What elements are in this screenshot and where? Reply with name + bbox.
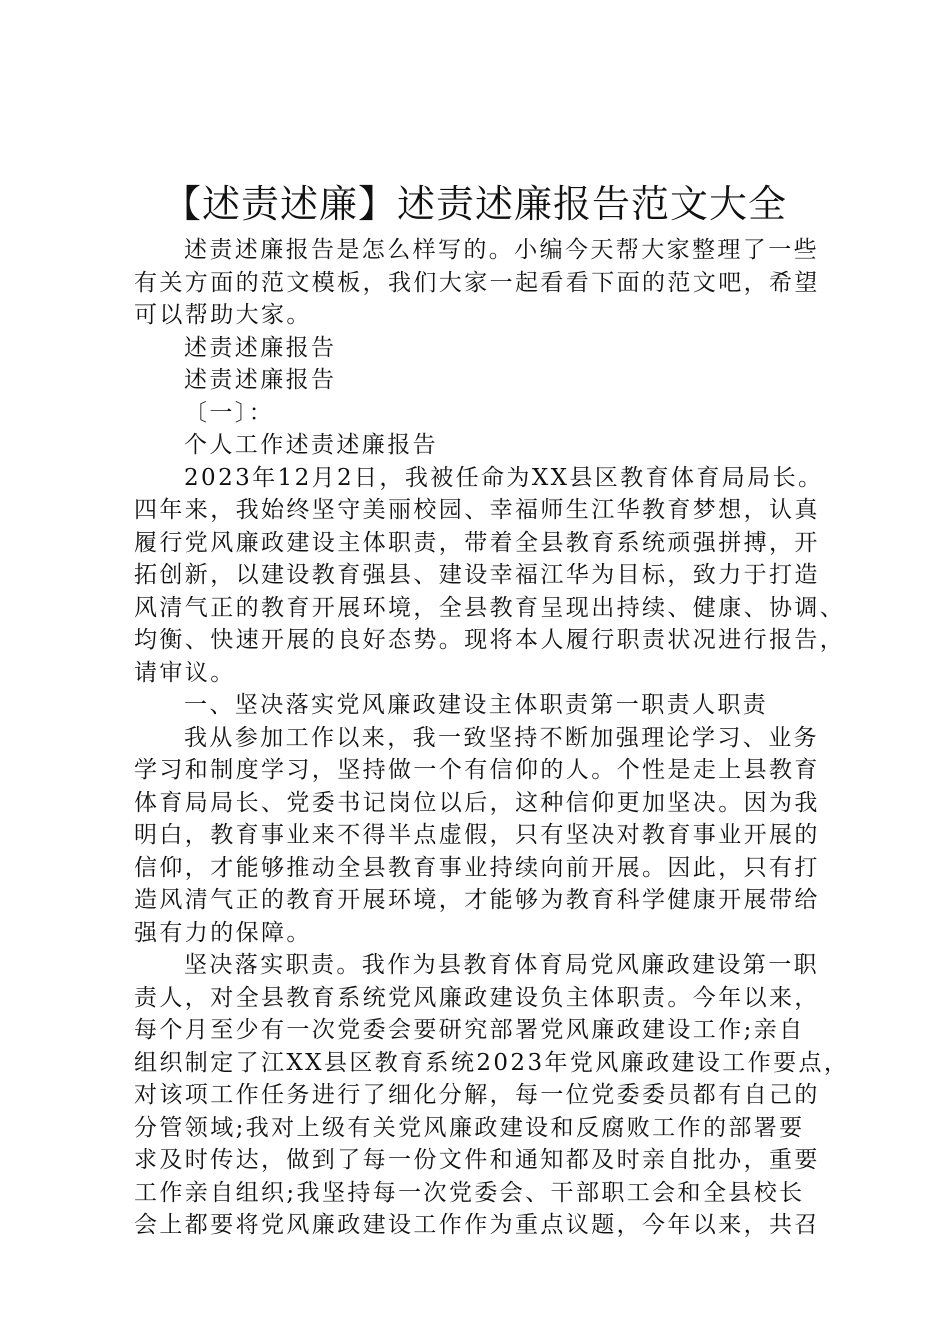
- paragraph-line: 会上都要将党风廉政建设工作作为重点议题，今年以来，共召: [134, 1212, 820, 1238]
- paragraph-line: 述责述廉报告: [184, 334, 337, 361]
- document-title: 【述责述廉】述责述廉报告范文大全: [162, 182, 787, 226]
- paragraph-line: 体育局局长、党委书记岗位以后，这种信仰更加坚决。因为我: [134, 789, 820, 816]
- paragraph-line: 责人，对全县教育系统党风廉政建设负主体职责。今年以来，: [134, 984, 820, 1011]
- paragraph-line: 述责述廉报告: [184, 367, 337, 393]
- paragraph-line: 我从参加工作以来，我一致坚持不断加强理论学习、业务: [184, 724, 819, 751]
- paragraph-line: 述责述廉报告是怎么样写的。小编今天帮大家整理了一些: [184, 237, 819, 263]
- paragraph-line: 坚决落实职责。我作为县教育体育局党风廉政建设第一职: [184, 952, 819, 978]
- paragraph-line: 请审议。: [134, 659, 236, 686]
- paragraph-line: 造风清气正的教育开展环境，才能够为教育科学健康开展带给: [134, 887, 820, 913]
- paragraph-line: 一、坚决落实党风廉政建设主体职责第一职责人职责: [184, 692, 769, 718]
- paragraph-line: 学习和制度学习，坚持做一个有信仰的人。个性是走上县教育: [134, 757, 820, 783]
- paragraph-line: 2023年12月2日，我被任命为XX县区教育体育局局长。: [184, 464, 824, 491]
- paragraph-line: 求及时传达，做到了每一份文件和通知都及时亲自批办，重要: [134, 1147, 820, 1173]
- paragraph-line: 信仰，才能够推动全县教育事业持续向前开展。因此，只有打: [134, 854, 820, 881]
- paragraph-line: 每个月至少有一次党委会要研究部署党风廉政建设工作;亲自: [134, 1017, 805, 1043]
- paragraph-line: 风清气正的教育开展环境，全县教育呈现出持续、健康、协调、: [134, 594, 846, 621]
- paragraph-line: 可以帮助大家。: [134, 302, 312, 328]
- paragraph-line: 工作亲自组织;我坚持每一次党委会、干部职工会和全县校长: [134, 1179, 805, 1206]
- paragraph-line: 组织制定了江XX县区教育系统2023年党风廉政建设工作要点，: [134, 1049, 850, 1076]
- paragraph-line: 有关方面的范文模板，我们大家一起看看下面的范文吧，希望: [134, 269, 820, 296]
- paragraph-line: 履行党风廉政建设主体职责，带着全县教育系统顽强拼搏，开: [134, 529, 820, 556]
- paragraph-line: 分管领域;我对上级有关党风廉政建设和反腐败工作的部署要: [134, 1114, 805, 1141]
- paragraph-line: 对该项工作任务进行了细化分解，每一位党委委员都有自己的: [134, 1082, 820, 1108]
- paragraph-line: 〔一〕：: [184, 399, 275, 426]
- paragraph-line: 四年来，我始终坚守美丽校园、幸福师生江华教育梦想，认真: [134, 497, 820, 523]
- paragraph-line: 个人工作述责述廉报告: [184, 432, 438, 458]
- paragraph-line: 拓创新，以建设教育强县、建设幸福江华为目标，致力于打造: [134, 562, 820, 588]
- document-body: [134, 234, 850, 1242]
- paragraph-line: 明白，教育事业来不得半点虚假，只有坚决对教育事业开展的: [134, 822, 820, 848]
- paragraph-line: 强有力的保障。: [134, 919, 312, 946]
- paragraph-line: 均衡、快速开展的良好态势。现将本人履行职责状况进行报告，: [134, 627, 846, 653]
